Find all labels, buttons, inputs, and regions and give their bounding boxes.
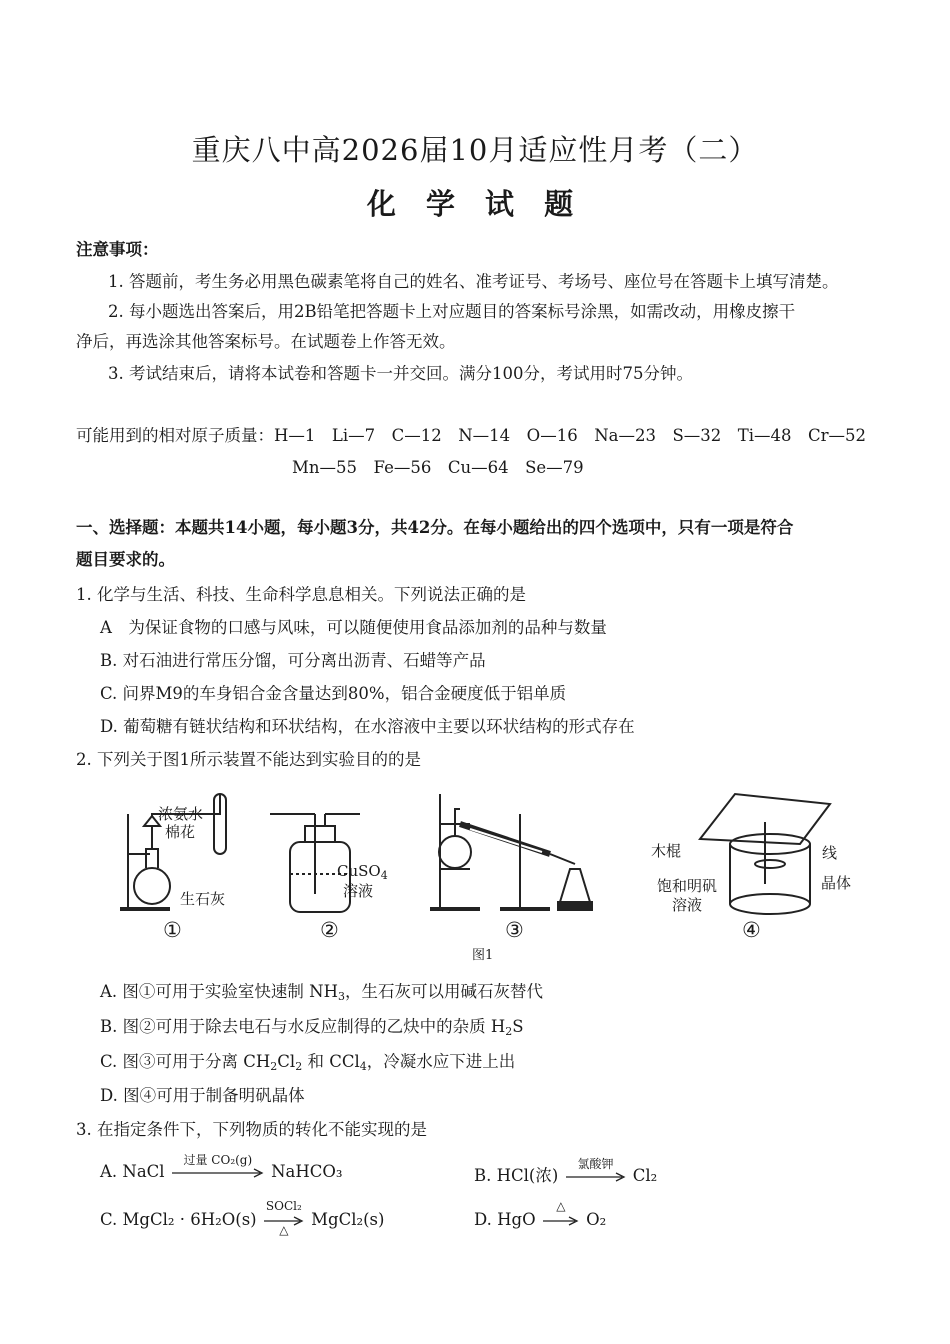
q2-option-d: D. 图④可用于制备明矾晶体 (100, 1086, 305, 1105)
label-stick: 木棍 (651, 842, 682, 860)
section-heading-b: 题目要求的。 (76, 550, 175, 569)
q3-stem: 3. 在指定条件下，下列物质的转化不能实现的是 (76, 1120, 427, 1139)
label-cuso4: CuSO$_4$ (337, 862, 388, 882)
atomic-mass-line1: 可能用到的相对原子质量：H—1 Li—7 C—12 N—14 O—16 Na—23 S—32 Ti—48 Cr—52 (76, 426, 867, 445)
notice-item-2b: 净后，再选涂其他答案标号。在试题卷上作答无效。 (76, 332, 456, 351)
notice-item-2a: 2. 每小题选出答案后，用2B铅笔把答题卡上对应题目的答案标号涂黑，如需改动，用橡皮擦干 (108, 302, 796, 321)
figure-number-1: ① (163, 918, 182, 942)
q3-c-condition-heat: △ (279, 1222, 289, 1237)
figure-number-3: ③ (505, 918, 524, 942)
subject-title: 化 学 试 题 (366, 187, 584, 221)
q3-d-condition: △ (556, 1198, 566, 1213)
reaction-arrow-icon (541, 1213, 581, 1229)
label-cuso4-solution: 溶液 (343, 882, 374, 900)
q1-option-d: D. 葡萄糖有链状结构和环状结构，在水溶液中主要以环状结构的形式存在 (100, 717, 635, 736)
label-quicklime: 生石灰 (180, 890, 226, 908)
notice-item-3: 3. 考试结束后，请将本试卷和答题卡一并交回。满分100分，考试用时75分钟。 (108, 364, 693, 383)
q3-option-b: B. HCl(浓) 氯酸钾 Cl₂ (474, 1156, 658, 1185)
q1-stem: 1. 化学与生活、科技、生命科学息息相关。下列说法正确的是 (76, 585, 526, 604)
q3-b-condition: 氯酸钾 (577, 1156, 614, 1171)
section-heading-a: 一、选择题：本题共14小题，每小题3分，共42分。在每小题给出的四个选项中，只有一项是符合 (76, 518, 794, 537)
q1-option-a: A 为保证食物的口感与风味，可以随便使用食品添加剂的品种与数量 (100, 618, 607, 637)
label-thread: 线 (822, 844, 838, 862)
q3-option-c: C. MgCl₂ · 6H₂O(s) SOCl₂ △ MgCl₂(s) (100, 1198, 385, 1237)
q2-option-a: A. 图①可用于实验室快速制 $NH_3$，生石灰可以用碱石灰替代 (100, 982, 543, 1003)
q1-option-b: B. 对石油进行常压分馏，可分离出沥青、石蜡等产品 (100, 651, 486, 670)
label-nh3-water: 浓氨水 (158, 805, 204, 823)
q3-option-d: D. HgO △ O₂ (474, 1198, 607, 1229)
q3-a-condition: 过量 CO₂(g) (183, 1152, 253, 1167)
figure-number-2: ② (320, 918, 339, 942)
figure-number-4: ④ (742, 918, 761, 942)
exam-title: 重庆八中高2026届10月适应性月考（二） (191, 133, 759, 167)
q3-c-condition: SOCl₂ (265, 1198, 302, 1213)
label-crystal: 晶体 (821, 874, 852, 892)
q1-option-c: C. 问界M9的车身铝合金含量达到80%，铝合金硬度低于铝单质 (100, 684, 567, 703)
q2-stem: 2. 下列关于图1所示装置不能达到实验目的的是 (76, 750, 421, 769)
label-saturated-alum: 饱和明矾 (657, 877, 718, 895)
q2-option-b: B. 图②可用于除去电石与水反应制得的乙炔中的杂质 $H_2S$ (100, 1017, 524, 1038)
q3-option-a: A. NaCl 过量 CO₂(g) NaHCO₃ (100, 1152, 343, 1181)
figure-caption: 图1 (472, 948, 494, 963)
label-alum-solution: 溶液 (672, 896, 703, 914)
notice-heading: 注意事项： (76, 240, 159, 259)
label-cotton: 棉花 (165, 823, 196, 841)
q2-option-c: C. 图③可用于分离 $CH_2Cl_2$ 和 CCl$_4$，冷凝水应下进上出 (100, 1052, 516, 1073)
atomic-mass-line2: Mn—55 Fe—56 Cu—64 Se—79 (292, 458, 584, 477)
notice-item-1: 1. 答题前，考生务必用黑色碳素笔将自己的姓名、准考证号、考场号、座位号在答题卡上填写清楚。 (108, 272, 839, 291)
